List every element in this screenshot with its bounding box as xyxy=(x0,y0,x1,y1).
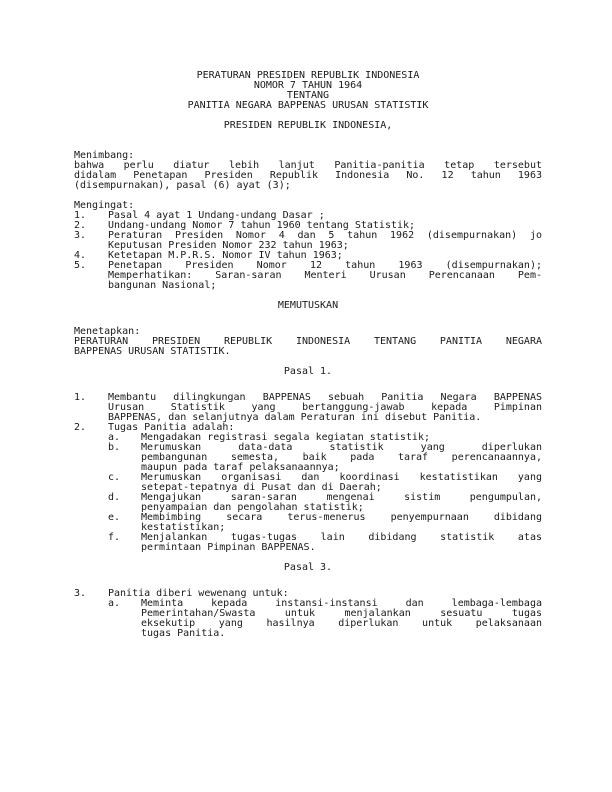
regulation-title xyxy=(74,71,542,111)
mengingat-section xyxy=(74,201,542,291)
mengingat-item xyxy=(74,231,542,251)
mengingat-item xyxy=(74,261,542,291)
item-text: Pasal 4 ayat 1 Undang-undang Dasar ; xyxy=(108,210,325,221)
menimbang-line-3: (disempurnakan), pasal (6) ayat (3); xyxy=(74,180,291,191)
item-number: 3. xyxy=(74,230,87,241)
item-number: 2. xyxy=(74,422,87,433)
item-intro: Tugas Panitia adalah: xyxy=(108,422,235,433)
sub-letter: e. xyxy=(108,512,121,523)
item-number: 2. xyxy=(74,220,87,231)
sub-letter: d. xyxy=(108,492,121,503)
sub-item xyxy=(108,443,542,473)
title-line-2: NOMOR 7 TAHUN 1964 xyxy=(253,80,363,91)
sub-text: Mengadakan registrasi segala kegiatan statistik; xyxy=(141,432,430,443)
pasal-1-item-1 xyxy=(74,393,542,423)
item-number: 1. xyxy=(74,392,87,403)
item-number: 4. xyxy=(74,250,87,261)
pasal-3-heading: Pasal 3. xyxy=(283,562,333,573)
item-text: bangunan Nasional; xyxy=(108,280,217,291)
sub-text: maupun pada taraf pelaksanaannya; xyxy=(141,462,340,473)
title-line-3: TENTANG xyxy=(286,90,330,101)
pasal-1-item-2 xyxy=(74,423,542,553)
sub-item xyxy=(108,493,542,513)
sub-text: Membimbing secara terus-menerus penyempurnaan dibidang xyxy=(141,512,542,523)
sub-text: setepat-tepatnya di Pusat dan di Daerah; xyxy=(141,482,382,493)
item-text: Memperhatikan: Saran-saran Menteri Urusan Perencanaan Pem- xyxy=(108,270,542,281)
sub-letter: b. xyxy=(108,442,121,453)
menimbang-line-2: didalam Penetapan Presiden Republik Indonesia No. 12 tahun 1963 xyxy=(74,170,542,181)
menetapkan-label: Menetapkan: xyxy=(74,326,141,337)
sub-text: tugas Panitia. xyxy=(141,628,226,639)
sub-text: eksekutip yang hasilnya diperlukan untuk pelaksanaan xyxy=(141,618,542,629)
sub-item xyxy=(108,513,542,533)
sub-letter: f. xyxy=(108,532,121,543)
sub-text: permintaan Pimpinan BAPPENAS. xyxy=(141,542,316,553)
item-text: Ketetapan M.P.R.S. Nomor IV tahun 1963; xyxy=(108,250,343,261)
pasal-1-heading: Pasal 1. xyxy=(283,366,333,377)
sub-item xyxy=(108,473,542,493)
item-text: Membantu dilingkungan BAPPENAS sebuah Panitia Negara BAPPENAS xyxy=(108,392,542,403)
menetapkan-line-1: PERATURAN PRESIDEN REPUBLIK INDONESIA TENTANG PANITIA NEGARA xyxy=(74,336,542,347)
president-heading: PRESIDEN REPUBLIK INDONESIA, xyxy=(223,120,393,131)
sub-text: pembangunan semesta, baik pada taraf perencanaannya, xyxy=(141,452,542,463)
item-number: 5. xyxy=(74,260,87,271)
sub-letter: c. xyxy=(108,472,121,483)
sub-text: kestatistikan; xyxy=(141,522,226,533)
item-text: BAPPENAS, dan selanjutnya dalam Peraturan ini disebut Panitia. xyxy=(108,412,482,423)
title-line-1: PERATURAN PRESIDEN REPUBLIK INDONESIA xyxy=(196,70,420,81)
item-number: 1. xyxy=(74,210,87,221)
sub-text: Menjalankan tugas-tugas lain dibidang statistik atas xyxy=(141,532,542,543)
sub-text: Pemerintahan/Swasta untuk menjalankan sesuatu tugas xyxy=(141,608,542,619)
item-text: Peraturan Presiden Nomor 4 dan 5 tahun 1962 (disempurnakan) jo xyxy=(108,230,542,241)
menimbang-line-1: bahwa perlu diatur lebih lanjut Panitia-panitia tetap tersebut xyxy=(74,160,542,171)
sub-text: Merumuskan organisasi dan koordinasi kestatistikan yang xyxy=(141,472,542,483)
title-line-4: PANITIA NEGARA BAPPENAS URUSAN STATISTIK xyxy=(187,100,429,111)
memutuskan-heading: MEMUTUSKAN xyxy=(277,300,339,311)
sub-text: penyampaian dan pengolahan statistik; xyxy=(141,502,364,513)
item-text: Undang-undang Nomor 7 tahun 1960 tentang Statistik; xyxy=(108,220,416,231)
sub-item xyxy=(108,533,542,553)
pasal-3-item-3 xyxy=(74,589,542,639)
item-intro: Panitia diberi wewenang untuk: xyxy=(108,588,289,599)
sub-letter: a. xyxy=(108,598,121,609)
item-text: Penetapan Presiden Nomor 12 tahun 1963 (disempurnakan); xyxy=(108,260,542,271)
sub-item xyxy=(108,599,542,639)
item-number: 3. xyxy=(74,588,87,599)
menetapkan-line-2: BAPPENAS URUSAN STATISTIK. xyxy=(74,346,231,357)
mengingat-label: Mengingat: xyxy=(74,200,135,211)
sub-letter: a. xyxy=(108,432,121,443)
item-text: Urusan Statistik yang bertanggung-jawab kepada Pimpinan xyxy=(108,402,542,413)
menimbang-label: Menimbang: xyxy=(74,150,135,161)
menetapkan-section xyxy=(74,327,542,357)
sub-text: Mengajukan saran-saran mengenai sistim pengumpulan, xyxy=(141,492,542,503)
item-text: Keputusan Presiden Nomor 232 tahun 1963; xyxy=(108,240,349,251)
sub-text: Meminta kepada instansi-instansi dan lembaga-lembaga xyxy=(141,598,542,609)
sub-text: Merumuskan data-data statistik yang diperlukan xyxy=(141,442,542,453)
document-page xyxy=(74,71,542,639)
menimbang-section xyxy=(74,151,542,191)
